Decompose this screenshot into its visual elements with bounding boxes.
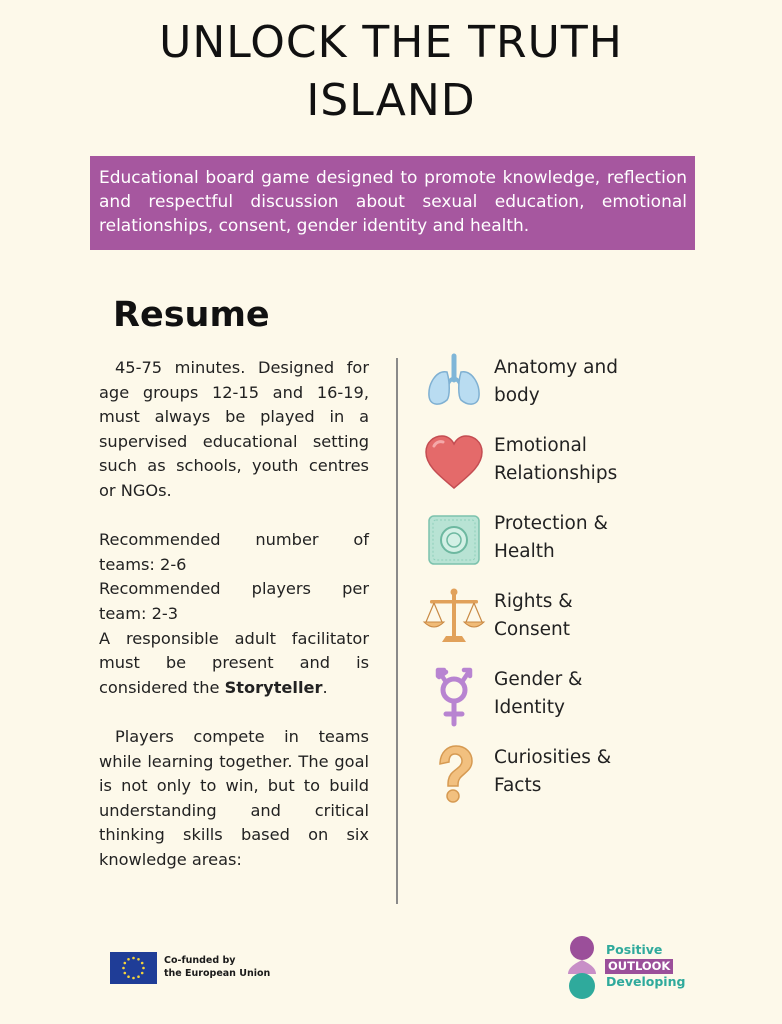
resume-paragraph-1: 45-75 minutes. Designed for age groups 12-15 and 16-19, must always be played in a supervised educational setting such as schools, youth centres or NGOs. [99, 358, 369, 500]
area-label: Emotional Relationships [494, 435, 618, 484]
area-label: Rights & Consent [494, 591, 573, 640]
area-label: Curiosities & Facts [494, 747, 612, 796]
column-divider [396, 358, 398, 904]
facilitator-text: A responsible adult facilitator must be present and is considered the [99, 628, 369, 697]
area-gender [420, 662, 660, 732]
eu-flag-icon [110, 952, 157, 984]
section-heading: Resume [113, 295, 270, 335]
area-protection [420, 506, 660, 576]
area-curiosities [420, 740, 660, 810]
area-anatomy [420, 350, 660, 420]
area-label: Gender & Identity [494, 669, 583, 718]
area-label: Anatomy and body [494, 357, 618, 406]
logo-text: Positive OUTLOOK Developing [606, 942, 686, 989]
teams-text: Recommended number of teams: 2-6 [99, 530, 369, 574]
positive-outlook-logo [562, 934, 692, 1004]
title-line-2: ISLAND [306, 75, 476, 126]
scales-icon [420, 584, 488, 652]
eu-funding-text: Co-funded by the European Union [164, 955, 271, 979]
resume-paragraph-3: Players compete in teams while learning together. The goal is not only to win, but to build understanding and critical thinking skills based on six knowledge areas: [99, 726, 369, 869]
gender-symbol-icon [420, 662, 488, 730]
area-label: Protection & Health [494, 513, 608, 562]
area-emotional [420, 428, 660, 498]
question-mark-icon [420, 740, 488, 808]
resume-text [99, 356, 369, 897]
resume-paragraph-2: Recommended number of teams: 2-6 Recommended players per team: 2-3 A responsible adult facilitator must be present and is considered the Storyteller. [99, 530, 369, 697]
page-title [0, 14, 782, 130]
logo-mark-icon [562, 934, 606, 1004]
title-line-1: UNLOCK THE TRUTH [159, 17, 623, 68]
storyteller-term: Storyteller [224, 677, 323, 697]
description-banner: Educational board game designed to promote knowledge, reflection and respectful discussion about sexual education, emotional relationships, consent, gender identity and health. [90, 156, 695, 250]
heart-icon [420, 428, 488, 496]
area-rights [420, 584, 660, 654]
condom-icon [420, 506, 488, 574]
players-text: Recommended players per team: 2-3 [99, 579, 369, 623]
lungs-icon [420, 350, 488, 418]
